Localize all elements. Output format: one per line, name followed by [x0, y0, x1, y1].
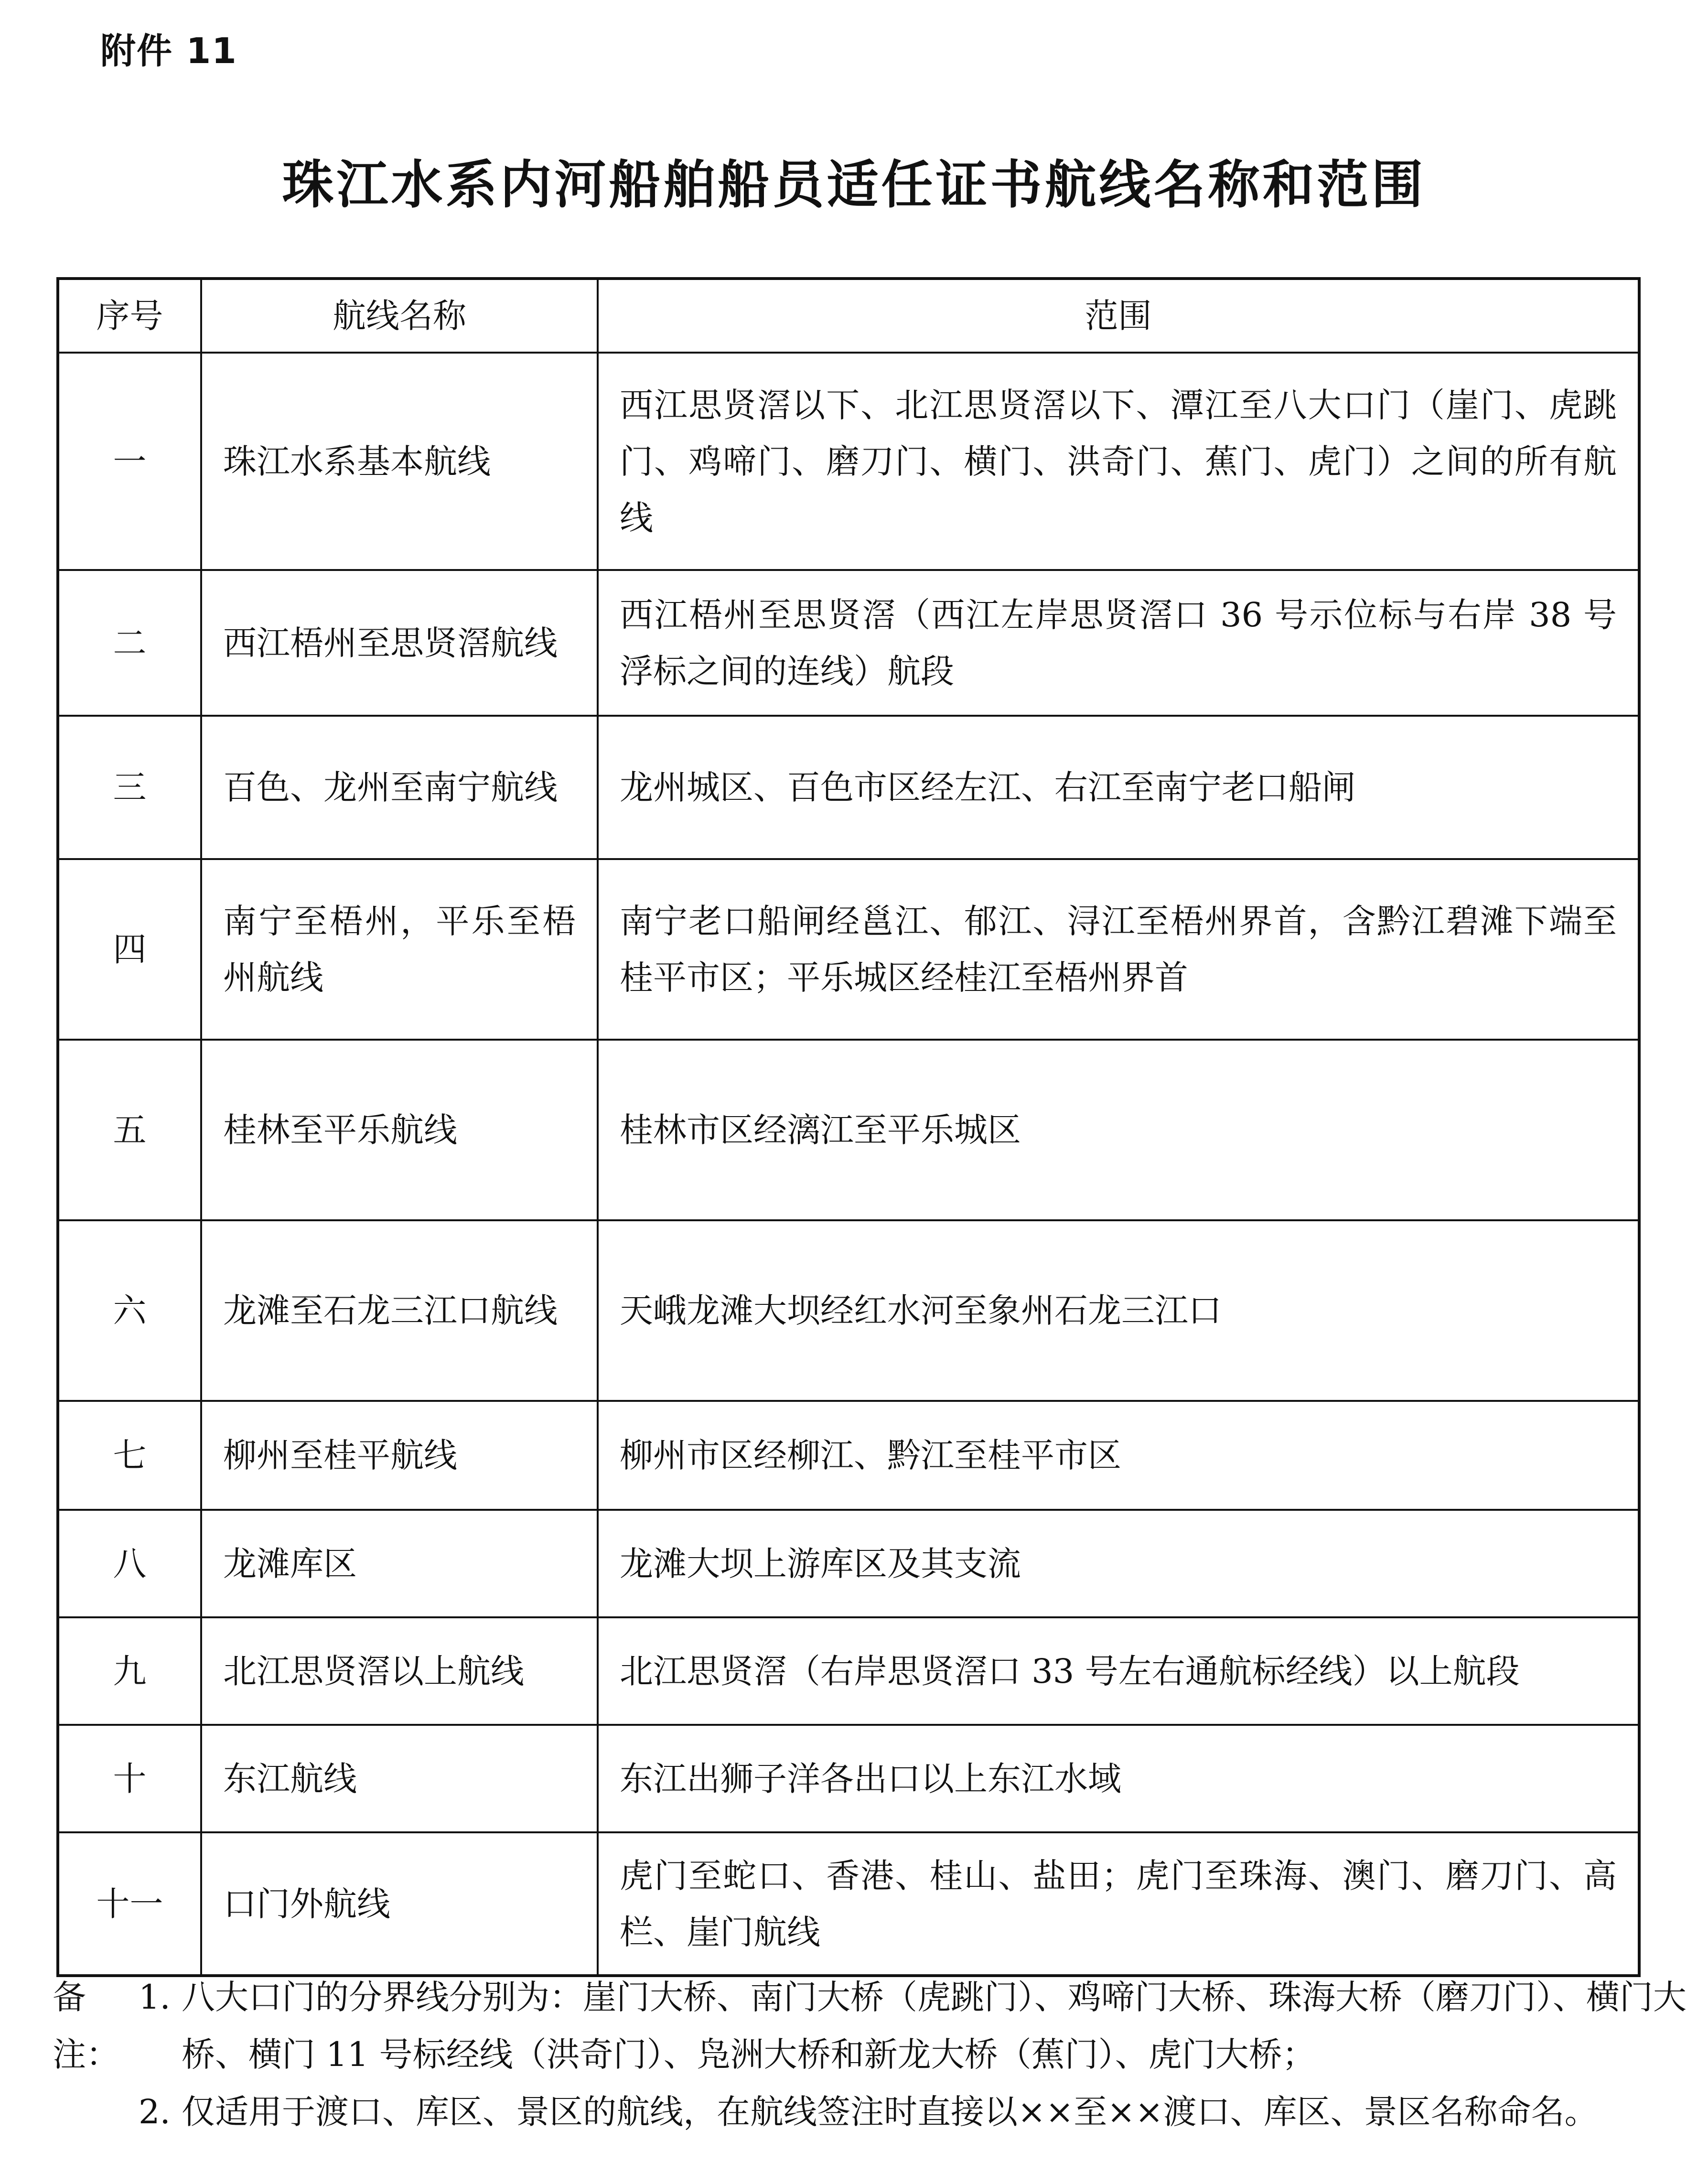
row-name: 口门外航线: [201, 1832, 598, 1976]
header-name: 航线名称: [201, 279, 598, 353]
row-name: 东江航线: [201, 1725, 598, 1832]
table-row: [58, 1401, 1639, 1510]
row-no: 二: [58, 570, 201, 716]
table-row: [58, 1510, 1639, 1617]
row-scope: 天峨龙滩大坝经红水河至象州石龙三江口: [598, 1220, 1639, 1401]
row-scope: 龙州城区、百色市区经左江、右江至南宁老口船闸: [598, 716, 1639, 859]
row-no: 七: [58, 1401, 201, 1510]
row-no: 五: [58, 1040, 201, 1220]
row-no: 十一: [58, 1832, 201, 1976]
routes-table: [56, 277, 1641, 1977]
table-row: [58, 859, 1639, 1040]
row-scope: 西江思贤滘以下、北江思贤滘以下、潭江至八大口门（崖门、虎跳门、鸡啼门、磨刀门、横门、洪奇门、蕉门、虎门）之间的所有航线: [598, 353, 1639, 570]
note-number: 2.: [139, 2092, 171, 2131]
header-no: 序号: [58, 279, 201, 353]
row-name: 南宁至梧州，平乐至梧州航线: [201, 859, 598, 1040]
table-row: [58, 570, 1639, 716]
row-name: 北江思贤滘以上航线: [201, 1617, 598, 1725]
row-name: 百色、龙州至南宁航线: [201, 716, 598, 859]
row-name: 龙滩至石龙三江口航线: [201, 1220, 598, 1401]
row-no: 一: [58, 353, 201, 570]
row-scope: 南宁老口船闸经邕江、郁江、浔江至梧州界首，含黔江碧滩下端至桂平市区；平乐城区经桂江至梧州界首: [598, 859, 1639, 1040]
attachment-label: 附件 11: [100, 31, 237, 72]
table-row: [58, 1832, 1639, 1976]
row-name: 珠江水系基本航线: [201, 353, 598, 570]
row-name: 西江梧州至思贤滘航线: [201, 570, 598, 716]
note-item: [53, 1968, 1687, 2083]
header-scope: 范围: [598, 279, 1639, 353]
row-no: 四: [58, 859, 201, 1040]
row-no: 九: [58, 1617, 201, 1725]
row-scope: 桂林市区经漓江至平乐城区: [598, 1040, 1639, 1220]
note-number: 1.: [139, 1978, 171, 2017]
notes: [53, 1968, 1687, 2140]
row-scope: 西江梧州至思贤滘（西江左岸思贤滘口 36 号示位标与右岸 38 号浮标之间的连线）航段: [598, 570, 1639, 716]
notes-label: 备注：: [53, 1978, 119, 2074]
row-name: 桂林至平乐航线: [201, 1040, 598, 1220]
row-scope: 北江思贤滘（右岸思贤滘口 33 号左右通航标经线）以上航段: [598, 1617, 1639, 1725]
row-scope: 东江出狮子洋各出口以上东江水域: [598, 1725, 1639, 1832]
row-scope: 龙滩大坝上游库区及其支流: [598, 1510, 1639, 1617]
row-name: 柳州至桂平航线: [201, 1401, 598, 1510]
table-row: [58, 1617, 1639, 1725]
row-no: 六: [58, 1220, 201, 1401]
row-scope: 虎门至蛇口、香港、桂山、盐田；虎门至珠海、澳门、磨刀门、高栏、崖门航线: [598, 1832, 1639, 1976]
table-row: [58, 353, 1639, 570]
row-scope: 柳州市区经柳江、黔江至桂平市区: [598, 1401, 1639, 1510]
note-item: [53, 2083, 1687, 2140]
row-no: 八: [58, 1510, 201, 1617]
table-row: [58, 716, 1639, 859]
table-row: [58, 1220, 1639, 1401]
row-no: 十: [58, 1725, 201, 1832]
table-row: [58, 1725, 1639, 1832]
table-row: [58, 1040, 1639, 1220]
row-no: 三: [58, 716, 201, 859]
document-title: 珠江水系内河船舶船员适任证书航线名称和范围: [282, 155, 1426, 215]
note-text: 八大口门的分界线分别为：崖门大桥、南门大桥（虎跳门）、鸡啼门大桥、珠海大桥（磨刀门）、横门大桥、横门 11 号标经线（洪奇门）、凫洲大桥和新龙大桥（蕉门）、虎门大桥；: [182, 1978, 1687, 2074]
table-header-row: [58, 279, 1639, 353]
row-name: 龙滩库区: [201, 1510, 598, 1617]
note-text: 仅适用于渡口、库区、景区的航线，在航线签注时直接以××至××渡口、库区、景区名称命名。: [182, 2092, 1598, 2131]
